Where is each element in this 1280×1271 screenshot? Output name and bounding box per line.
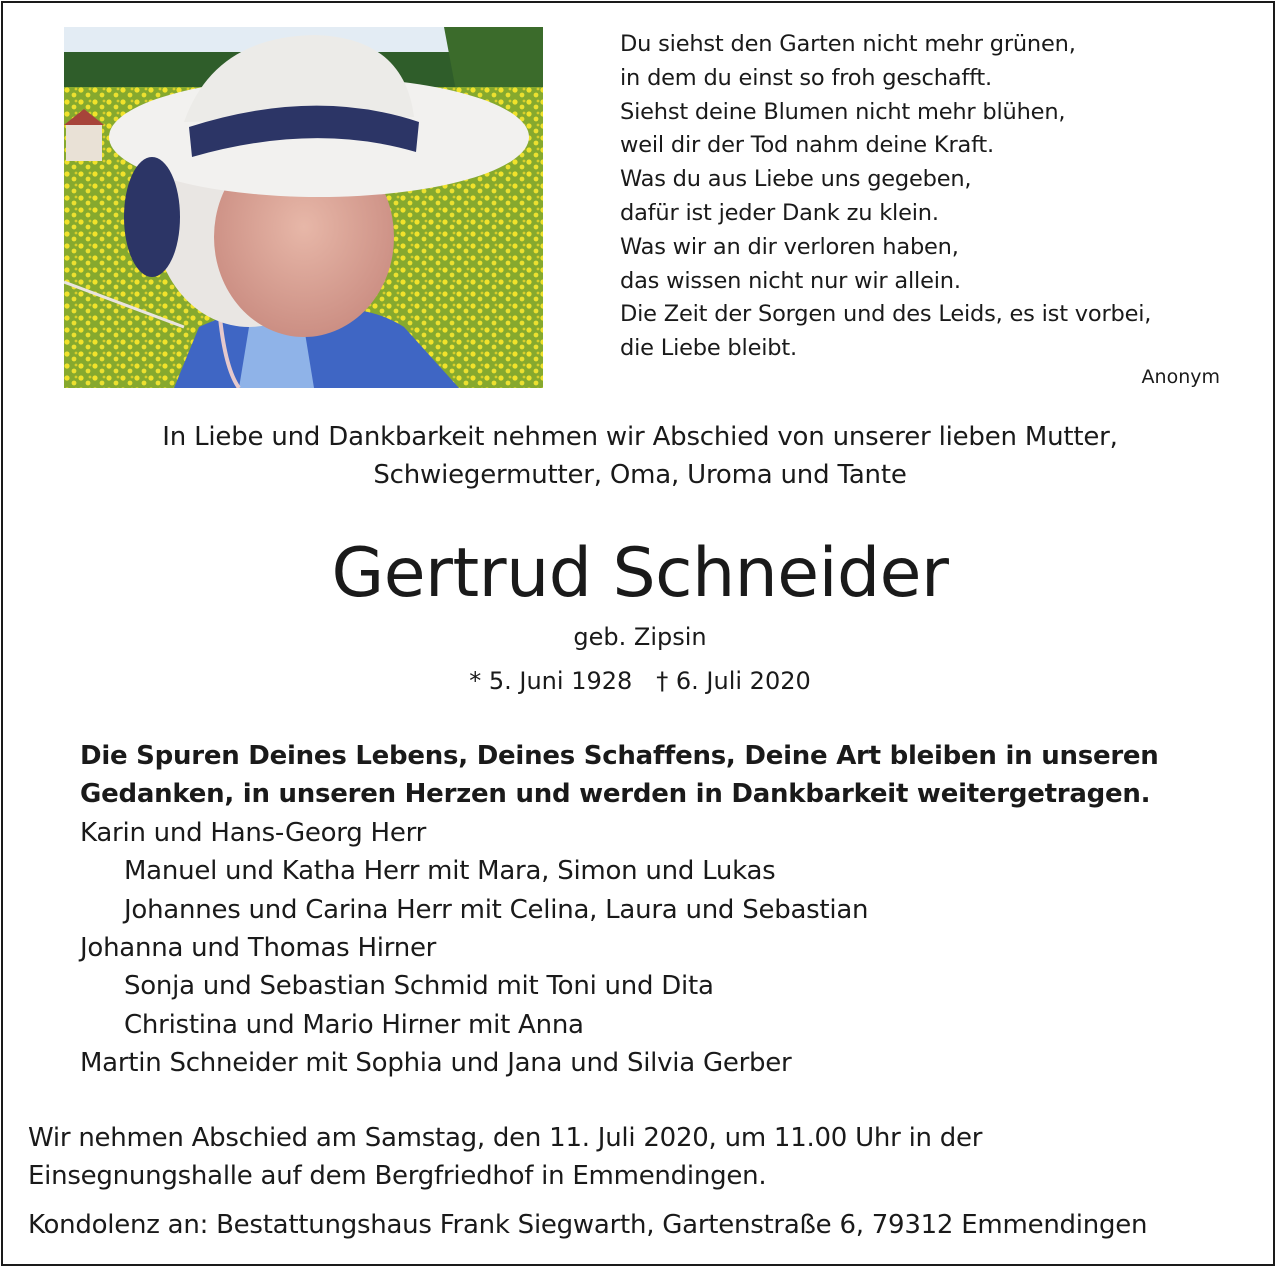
portrait-photo (64, 27, 543, 388)
family-member: Johannes und Carina Herr mit Celina, Laura und Sebastian (124, 894, 869, 925)
intro-text (0, 418, 1280, 494)
family-member: Christina und Mario Hirner mit Anna (124, 1009, 584, 1040)
poem-author: Anonym (1141, 366, 1220, 388)
poem-line: dafür ist jeder Dank zu klein. (620, 199, 939, 226)
notice-line: Wir nehmen Abschied am Samstag, den 11. Juli 2020, um 11.00 Uhr in der (28, 1123, 983, 1153)
poem-line: die Liebe bleibt. (620, 335, 797, 362)
memorial-quote-line: Die Spuren Deines Lebens, Deines Schaffens, Deine Art bleiben in unseren (80, 741, 1159, 771)
poem (620, 28, 1260, 366)
intro-line: In Liebe und Dankbarkeit nehmen wir Abschied von unserer lieben Mutter, (162, 422, 1118, 452)
poem-line: Siehst deine Blumen nicht mehr blühen, (620, 98, 1066, 125)
memorial-quote-line: Gedanken, in unseren Herzen und werden in Dankbarkeit weitergetragen. (80, 779, 1151, 810)
family-member: Manuel und Katha Herr mit Mara, Simon und Lukas (124, 856, 776, 887)
family-member: Karin und Hans-Georg Herr (80, 817, 427, 848)
poem-line: Du siehst den Garten nicht mehr grünen, (620, 31, 1076, 57)
poem-line: in dem du einst so froh geschafft. (620, 64, 992, 91)
family-member: Sonja und Sebastian Schmid mit Toni und Dita (124, 971, 714, 1002)
poem-line: weil dir der Tod nahm deine Kraft. (620, 132, 994, 159)
funeral-notice (28, 1120, 1258, 1195)
maiden-name: geb. Zipsin (573, 623, 707, 651)
family-member: Johanna und Thomas Hirner (80, 933, 437, 964)
family-member: Martin Schneider mit Sophia und Jana und Silvia Gerber (80, 1048, 792, 1079)
poem-line: Die Zeit der Sorgen und des Leids, es ist vorbei, (620, 301, 1152, 328)
birth-date: * 5. Juni 1928 (469, 667, 633, 695)
poem-line: das wissen nicht nur wir allein. (620, 267, 961, 294)
poem-line: Was du aus Liebe uns gegeben, (620, 166, 972, 193)
deceased-name: Gertrud Schneider (331, 534, 949, 613)
life-dates (0, 664, 1280, 698)
condolence-address: Kondolenz an: Bestattungshaus Frank Siegwarth, Gartenstraße 6, 79312 Emmendingen (28, 1210, 1148, 1240)
poem-line: Was wir an dir verloren haben, (620, 233, 959, 260)
death-date: † 6. Juli 2020 (656, 667, 811, 695)
intro-line: Schwiegermutter, Oma, Uroma und Tante (373, 460, 907, 490)
notice-line: Einsegnungshalle auf dem Bergfriedhof in Emmendingen. (28, 1160, 767, 1191)
family-section (80, 737, 1260, 1083)
